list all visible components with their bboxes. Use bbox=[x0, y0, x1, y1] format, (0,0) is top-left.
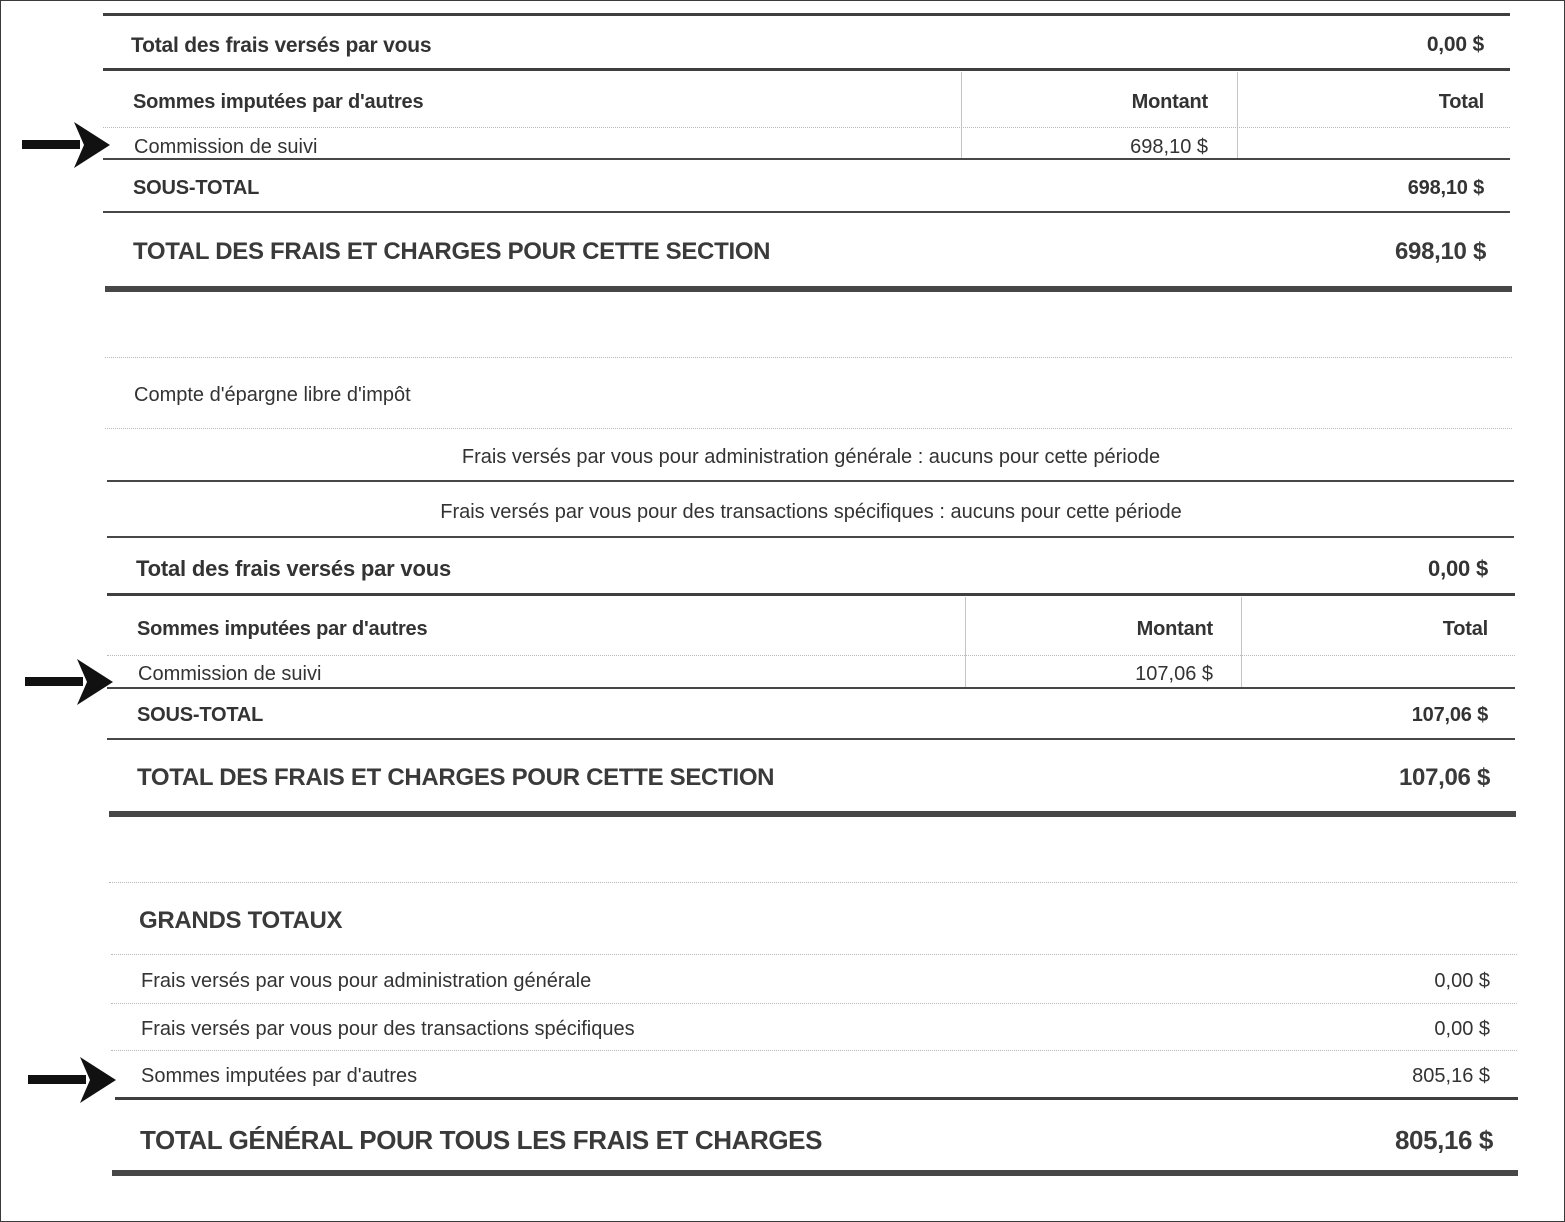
others-header-1: Sommes imputées par d'autres bbox=[133, 91, 424, 113]
total-paid-value-2: 0,00 $ bbox=[1428, 556, 1488, 581]
grand-row-label-admin: Frais versés par vous pour administration générale bbox=[141, 970, 592, 992]
col-amount-1: Montant bbox=[1131, 91, 1208, 113]
rule bbox=[107, 593, 1515, 596]
column-divider bbox=[1237, 72, 1238, 158]
row-amount-1: 698,10 $ bbox=[1130, 136, 1208, 158]
dotted-rule bbox=[103, 127, 1510, 128]
others-header-2: Sommes imputées par d'autres bbox=[137, 618, 428, 640]
column-divider bbox=[961, 72, 962, 158]
row-label-1: Commission de suivi bbox=[134, 136, 318, 158]
grand-row-value-others: 805,16 $ bbox=[1412, 1065, 1490, 1087]
dotted-rule bbox=[107, 655, 1515, 656]
top-rule bbox=[103, 13, 1510, 16]
heavy-rule bbox=[112, 1170, 1518, 1176]
heavy-rule bbox=[105, 286, 1512, 292]
column-divider bbox=[1241, 597, 1242, 687]
right-arrow-icon bbox=[28, 1057, 116, 1103]
total-paid-label-1: Total des frais versés par vous bbox=[131, 34, 432, 57]
rule bbox=[103, 68, 1510, 71]
right-arrow-icon bbox=[22, 122, 110, 168]
rule bbox=[103, 211, 1510, 213]
grand-total-value: 805,16 $ bbox=[1394, 1125, 1493, 1155]
grand-row-label-transactions: Frais versés par vous pour des transactions spécifiques bbox=[141, 1018, 635, 1040]
section-total-value-1: 698,10 $ bbox=[1394, 238, 1486, 265]
section-total-value-2: 107,06 $ bbox=[1398, 764, 1490, 791]
rule bbox=[107, 480, 1514, 482]
grand-row-value-transactions: 0,00 $ bbox=[1434, 1018, 1490, 1040]
column-divider bbox=[965, 597, 966, 687]
admin-note: Frais versés par vous pour administration générale : aucuns pour cette période bbox=[461, 446, 1161, 468]
subtotal-value-1: 698,10 $ bbox=[1407, 177, 1484, 199]
section-total-label-1: TOTAL DES FRAIS ET CHARGES POUR CETTE SECTION bbox=[133, 238, 771, 265]
grand-row-label-others: Sommes imputées par d'autres bbox=[141, 1065, 418, 1087]
rule bbox=[103, 158, 1510, 160]
total-paid-value-1: 0,00 $ bbox=[1426, 33, 1484, 56]
subtotal-label-1: SOUS-TOTAL bbox=[133, 177, 260, 199]
col-total-1: Total bbox=[1438, 91, 1484, 113]
rule bbox=[107, 738, 1515, 740]
subtotal-value-2: 107,06 $ bbox=[1411, 704, 1488, 726]
heavy-rule bbox=[109, 811, 1516, 817]
subtotal-label-2: SOUS-TOTAL bbox=[137, 704, 264, 726]
col-total-2: Total bbox=[1442, 618, 1488, 640]
dotted-rule bbox=[111, 1003, 1517, 1004]
grand-totals-title: GRANDS TOTAUX bbox=[139, 907, 343, 934]
total-paid-label-2: Total des frais versés par vous bbox=[136, 556, 451, 581]
section-total-label-2: TOTAL DES FRAIS ET CHARGES POUR CETTE SECTION bbox=[137, 764, 775, 791]
row-label-2: Commission de suivi bbox=[138, 663, 322, 685]
dotted-rule bbox=[109, 882, 1517, 883]
dotted-rule bbox=[111, 954, 1517, 955]
dotted-rule bbox=[105, 428, 1512, 429]
dotted-rule bbox=[105, 357, 1512, 358]
grand-row-value-admin: 0,00 $ bbox=[1434, 970, 1490, 992]
account-title: Compte d'épargne libre d'impôt bbox=[134, 384, 411, 406]
col-amount-2: Montant bbox=[1136, 618, 1213, 640]
right-arrow-icon bbox=[25, 659, 113, 705]
rule bbox=[107, 536, 1514, 538]
rule bbox=[107, 687, 1515, 689]
transactions-note: Frais versés par vous pour des transactions spécifiques : aucuns pour cette période bbox=[440, 501, 1182, 523]
rule bbox=[115, 1097, 1518, 1100]
grand-total-label: TOTAL GÉNÉRAL POUR TOUS LES FRAIS ET CHARGES bbox=[140, 1125, 823, 1155]
row-amount-2: 107,06 $ bbox=[1135, 663, 1213, 685]
dotted-rule bbox=[111, 1050, 1517, 1051]
